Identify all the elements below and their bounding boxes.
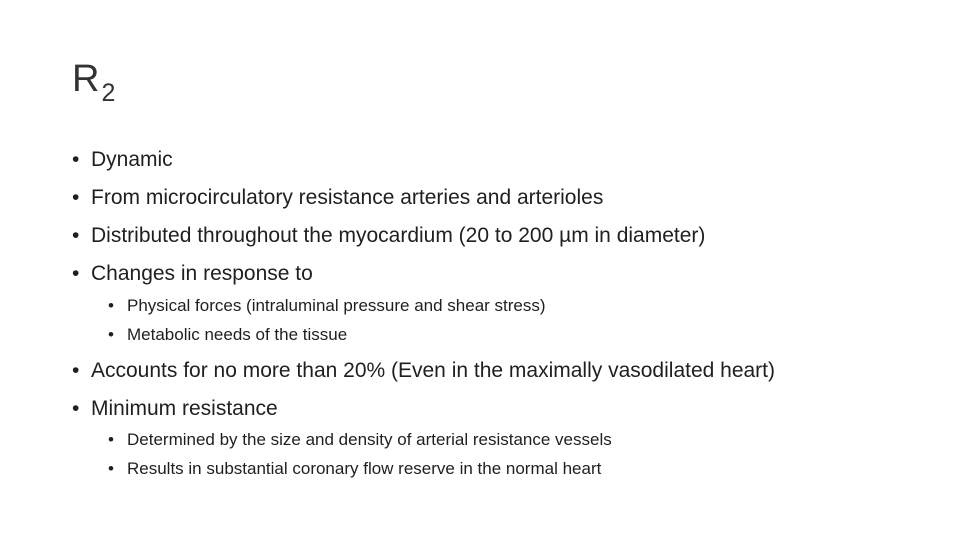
bullet-marker: •	[108, 459, 114, 478]
bullet-text: From microcirculatory resistance arteries and arterioles	[91, 186, 604, 209]
bullet-marker: •	[72, 359, 80, 382]
bullet-marker: •	[72, 148, 80, 171]
bullet-marker: •	[72, 397, 80, 420]
bullet-text: Dynamic	[91, 148, 173, 171]
slide-title	[72, 58, 117, 107]
bullet-text: Changes in response to	[91, 262, 313, 285]
sub-bullet-text: Results in substantial coronary flow reserve in the normal heart	[127, 459, 602, 478]
sub-bullet-item	[108, 296, 546, 316]
bullet-text: Distributed throughout the myocardium (20 to 200 µm in diameter)	[91, 224, 706, 247]
bullet-marker: •	[72, 186, 80, 209]
bullet-text: Minimum resistance	[91, 397, 278, 420]
sub-bullet-item	[108, 459, 601, 479]
bullet-marker: •	[108, 430, 114, 449]
sub-bullet-text: Metabolic needs of the tissue	[127, 325, 348, 344]
bullet-item	[72, 186, 603, 210]
bullet-item	[72, 397, 278, 421]
sub-bullet-text: Physical forces (intraluminal pressure and shear stress)	[127, 296, 546, 315]
sub-bullet-item	[108, 325, 347, 345]
bullet-marker: •	[108, 296, 114, 315]
bullet-item	[72, 359, 775, 383]
bullet-text: Accounts for no more than 20% (Even in the maximally vasodilated heart)	[91, 359, 776, 382]
bullet-item	[72, 262, 313, 286]
bullet-marker: •	[72, 262, 80, 285]
title-subscript: 2	[101, 79, 117, 107]
bullet-item	[72, 224, 705, 248]
sub-bullet-item	[108, 430, 612, 450]
bullet-marker: •	[108, 325, 114, 344]
bullet-marker: •	[72, 224, 80, 247]
title-main: R	[72, 58, 101, 100]
sub-bullet-text: Determined by the size and density of arterial resistance vessels	[127, 430, 612, 449]
bullet-item	[72, 148, 173, 172]
